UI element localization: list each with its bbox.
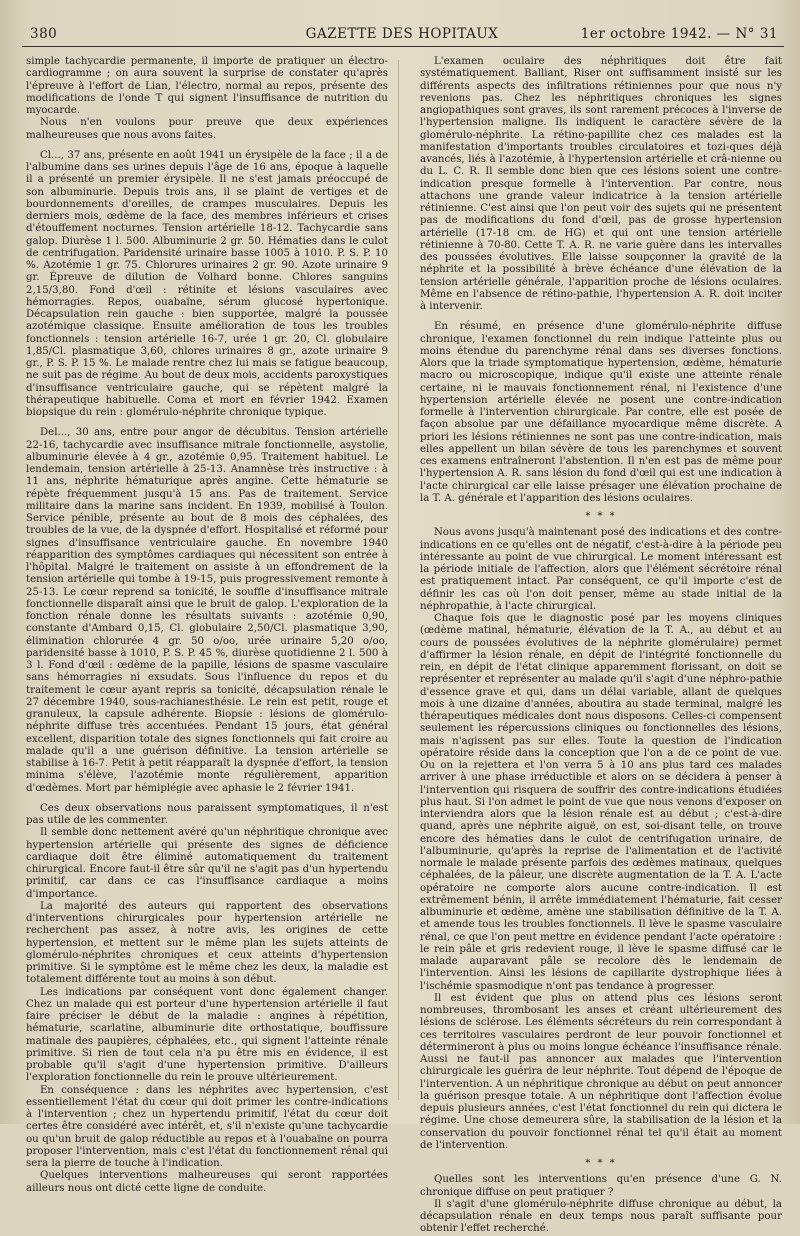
section-separator: * * * (585, 1158, 617, 1169)
journal-title: GAZETTE DES HOPITAUX (305, 26, 499, 42)
paragraph: Quelques interventions malheureuses qui seront rapportées ailleurs nous ont dicté cette ligne de conduite. (26, 1170, 388, 1194)
paragraph: Ces deux observations nous paraissent symptomatiques, il n'est pas utile de les commenter. (26, 802, 388, 826)
paragraph: Nous n'en voulons pour preuve que deux expériences malheureuses que nous avons faites. (26, 117, 388, 141)
paragraph: Chaque fois que le diagnostic posé par les moyens cliniques (œdème matinal, hématurie, élévation de la T. A., au début et au cours de poussées évolutives de la néphrite glomérulaire) permet d'affirmer la lésion rénale, en dépit de l'intégrité fonctionnelle du rein, en dépit de l'état clinique apparemment florissant, on doit se représenter et représenter au malade qu'il s'agit d'une néphro-pathie d'essence grave et qui, dans un délai variable, allant de quelques mois à une dizaine d'années, aboutira au stade terminal, malgré les thérapeutiques médicales dont nous disposons. Celles-ci compensent seulement les répercussions cliniques ou fonctionnelles des lésions, mais n'agissent pas sur elles. Toute la question de l'indication opératoire réside dans la conception que l'on a de ce point de vue. Ou on la rejettera et l'on verra 5 à 10 ans plus tard ces malades arriver à une phase irréductible et alors on se décidera à penser à l'intervention qui risquera de souffrir des contre-indications étudiées plus haut. Si l'on admet le point de vue que nous venons d'exposer on interviendra alors que la lésion rénale est au début ; c'est-à-dire quand, après une néphrite aiguë, on est, soi-disant telle, on trouve encore des hématies dans le culot de centrifugation urinaire, de l'albuminurie, qu'après la reprise de l'alimentation et de l'activité normale le malade présente parfois des œdèmes matinaux, quelques céphalées, de la pâleur, une discrète augmentation de la T. A. L'acte opératoire ne comporte alors aucune contre-indication. Il est extrêmement bénin, il arrête immédiatement l'hématurie, fait cesser albuminurie et œdème, amène une stabilisation définitive de la T. A. et amende tous les troubles fonctionnels. Il lève le spasme vasculaire rénal, ce que l'on peut mettre en évidence pendant l'acte opératoire : le rein pâle et gris redevient rouge, il lève le spasme diffusé car le malade auparavant pâle se recolore dès le lendemain de l'intervention. Ainsi les lésions de capillarite dystrophique liées à l'ischémie spasmodique n'ont pas tendance à progresser. (420, 613, 782, 992)
paragraph: simple tachycardie permanente, il importe de pratiquer un électro-cardiogramme ; on aura souvent la surprise de constater qu'après l'épreuve à l'effort de Lian, l'électro, normal au repos, présente des modifications de l'onde T qui signent l'insuffisance de nutrition du myocarde. (26, 56, 388, 116)
issue-date: 1er octobre 1942. — N° 31 (580, 26, 778, 42)
case-report: Cl..., 37 ans, présente en août 1941 un érysipèle de la face ; il a de l'albumine dans ses urines depuis l'âge de 16 ans, époque à laquelle il a présenté un premier érysipèle. Il ne s'est jamais préoccupé de son albuminurie. Depuis trois ans, il se plaint de vertiges et de bourdonnements d'oreilles, de crampes musculaires. Depuis les derniers mois, œdème de la face, des membres inférieurs et crises d'étouffement nocturnes. Tension artérielle 18-12. Tachycardie sans galop. Diurèse 1 l. 500. Albuminurie 2 gr. 50. Hématies dans le culot de centrifugation. Paridensité urinaire basse 1005 à 1010. P. S. P. 10 %. Azotémie 1 gr. 75. Chlorures urinaires 2 gr. 90. Azote urinaire 9 gr. Épreuve de dilution de Volhard bonne. Chlores sanguins 2,15/3,80. Fond d'œil : rétinite et lésions vasculaires avec hémorragies. Repos, ouabaïne, sérum glucosé hypertonique. Décapsulation rein gauche : bien supportée, malgré la poussée azotémique classique. Ensuite amélioration de tous les troubles fonctionnels : tension artérielle 16-7, urée 1 gr. 20, Cl. globulaire 1,85/Cl. plasmatique 3,60, chlores urinaires 8 gr., azote urinaire 9 gr., P. S. P. 15 %. Le malade rentre chez lui mais se fatigue beaucoup, ne suit pas de régime. Au bout de deux mois, accidents paroxystiques d'insuffisance ventriculaire gauche, qui se répètent malgré la thérapeutique habituelle. Coma et mort en février 1942. Examen biopsique du rein : glomérulo-néphrite chronique typique. (26, 149, 388, 418)
left-column (26, 56, 388, 1194)
paragraph: Les indications par conséquent vont donc également changer. Chez un malade qui est porteur d'une hypertension artérielle il faut faire préciser le début de la maladie : angines à répétition, hématurie, scarlatine, albuminurie dite orthostatique, bouffissure matinale des paupières, céphalées, etc., qui signent l'atteinte rénale primitive. Si rien de tout cela n'a pu être mis en évidence, il est probable qu'il s'agit d'une hypertension primitive. D'ailleurs l'exploration fonctionnelle du rein le prouve ultérieurement. (26, 986, 388, 1084)
section-separator: * * * (585, 511, 617, 522)
paragraph: En conséquence : dans les néphrites avec hypertension, c'est essentiellement l'état du cœur qui doit primer les contre-indications à l'intervention ; chez un hypertendu primitif, l'état du cœur doit certes être considéré avec intérêt, et, s'il n'existe qu'une tachycardie ou qu'un bruit de galop réductible au repos et à l'ouabaïne on pourra proposer l'intervention, mais c'est l'état du fonctionnement rénal qui sera la pierre de touche à l'indication. (26, 1084, 388, 1169)
paragraph: La majorité des auteurs qui rapportent des observations d'interventions chirurgicales pour hypertension artérielle ne recherchent pas assez, à notre avis, les origines de cette hypertension, et mettent sur le même plan les sujets atteints de glomérulo-néphrites chroniques et ceux atteints d'hypertension primitive. Si le symptôme est le même chez les deux, la maladie est totalement différente tout au moins à son début. (26, 900, 388, 986)
page-number: 380 (30, 26, 58, 42)
paragraph: Il semble donc nettement avéré qu'un néphritique chronique avec hypertension artérielle qui présente des signes de déficience cardiaque doit être éliminé automatiquement du traitement chirurgical. Encore faut-il être sûr qu'il ne s'agit pas d'un hypertendu primitif, car dans ce cas l'insuffisance cardiaque a moins d'importance. (26, 827, 388, 900)
case-report: Del..., 30 ans, entre pour angor de décubitus. Tension artérielle 22-16, tachycardie avec insuffisance mitrale fonctionnelle, asystolie, albuminurie élevée à 4 gr., azotémie 0,95. Traitement habituel. Le lendemain, tension artérielle à 25-13. Anamnèse très instructive : à 11 ans, néphrite hématurique après angine. Cette hématurie se répète fréquemment jusqu'à 15 ans. Pas de traitement. Service militaire dans la marine sans incident. En 1939, mobilisé à Toulon. Service pénible, présente au bout de 8 mois des céphalées, des troubles de la vue, de la dyspnée d'effort. Hospitalisé et réformé pour signes d'insuffisance ventriculaire gauche. En novembre 1940 réapparition des symptômes cardiaques qui nécessitent son entrée à l'hôpital. Malgré le traitement on assiste à un effondrement de la tension artérielle qui tombe à 19-15, puis progressivement remonte à 25-13. Le cœur reprend sa tonicité, le souffle d'insuffisance mitrale fonctionnelle disparaît ainsi que le bruit de galop. L'exploration de la fonction rénale donne les résultats suivants : azotémie 0,90, constante d'Ambard 0,15, Cl. globulaire 2,50/Cl. plasmatique 3,90, élimination chlorurée 4 gr. 50 o/oo, urée urinaire 5,20 o/oo, paridensité basse à 1010, P. S. P. 45 %, diurèse quotidienne 2 l. 500 à 3 l. Fond d'œil : œdème de la papille, lésions de spasme vasculaire sans hémorragies ni exsudats. Sous l'influence du repos et du traitement le cœur ayant repris sa tonicité, décapsulation rénale le 27 décembre 1940, sous-rachianesthésie. Le rein est petit, rouge et granuleux, la capsule adhérente. Biopsie : lésions de glomérulo-néphrite diffuse très accentuées. Pendant 15 jours, état général excellent, disparition totale des signes fonctionnels qui fait croire au malade qu'il a une guérison définitive. La tension artérielle se stabilise à 16-7. Petit à petit réapparaît la dyspnée d'effort, la tension minima s'élève, l'azotémie monte régulièrement, apparition d'œdèmes. Mort par hémiplégie avec aphasie le 2 février 1941. (26, 427, 388, 794)
paragraph: Il est évident que plus on attend plus ces lésions seront nombreuses, thrombosant les anses et créant ultérieurement des lésions de sclérose. Les éléments sécréteurs du rein correspondant à ces territoires vasculaires perdront de leur pouvoir fonctionnel et détermineront à plus ou moins longue échéance l'insuffisance rénale. Aussi ne faut-il pas annoncer aux malades que l'intervention chirurgicale les guérira de leur néphrite. Tout dépend de l'époque de l'intervention. A un néphritique chronique au début on peut annoncer la guérison presque totale. A un néphritique dont l'affection évolue depuis plusieurs années, c'est l'état fonctionnel du rein qui dictera le régime. Une chose demeurera sûre, la stabilisation de la lésion et la conservation du pouvoir fonctionnel rénal tel qu'il était au moment de l'intervention. (420, 992, 782, 1151)
column-divider (398, 60, 399, 1100)
paragraph: En résumé, en présence d'une glomérulo-néphrite diffuse chronique, l'examen fonctionnel du rein indique l'atteinte plus ou moins étendue du parenchyme rénal dans ses diverses fonctions. Alors que la triade symptomatique hypertension, œdème, hématurie macro ou microscopique, indique qu'il existe une atteinte rénale certaine, ni le mauvais fonctionnement rénal, ni l'existence d'une hypertension artérielle élevée ne posent une contre-indication formelle à l'intervention chirurgicale. Par contre, elle est posée de façon absolue par une défaillance myocardique même discrète. A priori les lésions rétiniennes ne sont pas une contre-indication, mais elles appellent un bilan sévère de tous les parenchymes et souvent ces examens entraîneront l'abstention. Il n'en est pas de même pour l'hypertension A. R. sans lésion du fond d'œil qui est une indication à l'acte chirurgical car elle laisse présager une élévation prochaine de la T. A. générale et l'apparition des lésions oculaires. (420, 321, 782, 504)
right-column (420, 56, 782, 1235)
header-rule (22, 46, 784, 47)
page-header (22, 26, 782, 44)
paragraph: Il s'agit d'une glomérulo-néphrite diffuse chronique au début, la décapsulation rénale en deux temps nous paraît suffisante pour obtenir l'effet recherché. (420, 1198, 782, 1235)
paragraph: Quelles sont les interventions qu'en présence d'une G. N. chronique diffuse on peut pratiquer ? (420, 1174, 782, 1198)
paragraph: L'examen oculaire des néphritiques doit être fait systématiquement. Balliant, Riser ont suffisamment insisté sur les différents aspects des infiltrations rétiniennes pour que nous n'y revenions pas. Chez les néphritiques chroniques les signes angiopathiques sont graves, ils sont rarement précoces à l'inverse de l'hypertension maligne. Ils indiquent le caractère sévère de la glomérulo-néphrite. La rétino-papillite chez ces malades est la manifestation d'importants troubles circulatoires et tozi-ques déjà avancés, liés à l'azotémie, à l'hypertension artérielle et crâ-nienne ou du L. C. R. Il semble donc bien que ces lésions soient une contre-indication presque formelle à l'intervention. Par contre, nous attachons une grande valeur indicatrice à la tension artérielle rétinienne. C'est ainsi que l'on peut voir des sujets qui ne présentent pas de modifications du fond d'œil, pas de grosse hypertension artérielle (17-18 cm. de HG) et qui ont une tension artérielle rétinienne à 70-80. Cette T. A. R. ne varie guère dans les intervalles des poussées évolutives. Elle laisse soupçonner la gravité de la néphrite et la possibilité à brève échéance d'une élévation de la tension artérielle générale, l'apparition proche de lésions oculaires. Même en l'absence de rétino-pathie, l'hypertension A. R. doit inciter à intervenir. (420, 56, 782, 312)
paragraph: Nous avons jusqu'à maintenant posé des indications et des contre-indications en ce qu'elles ont de négatif, c'est-à-dire à la période peu intéressante au point de vue chirurgical. Le moment intéressant est la période initiale de l'affection, alors que l'élément sécrétoire rénal est pratiquement intact. Par conséquent, ce qu'il importe c'est de définir les cas où l'on doit penser, même au stade initial de la néphropathie, à l'acte chirurgical. (420, 527, 782, 612)
